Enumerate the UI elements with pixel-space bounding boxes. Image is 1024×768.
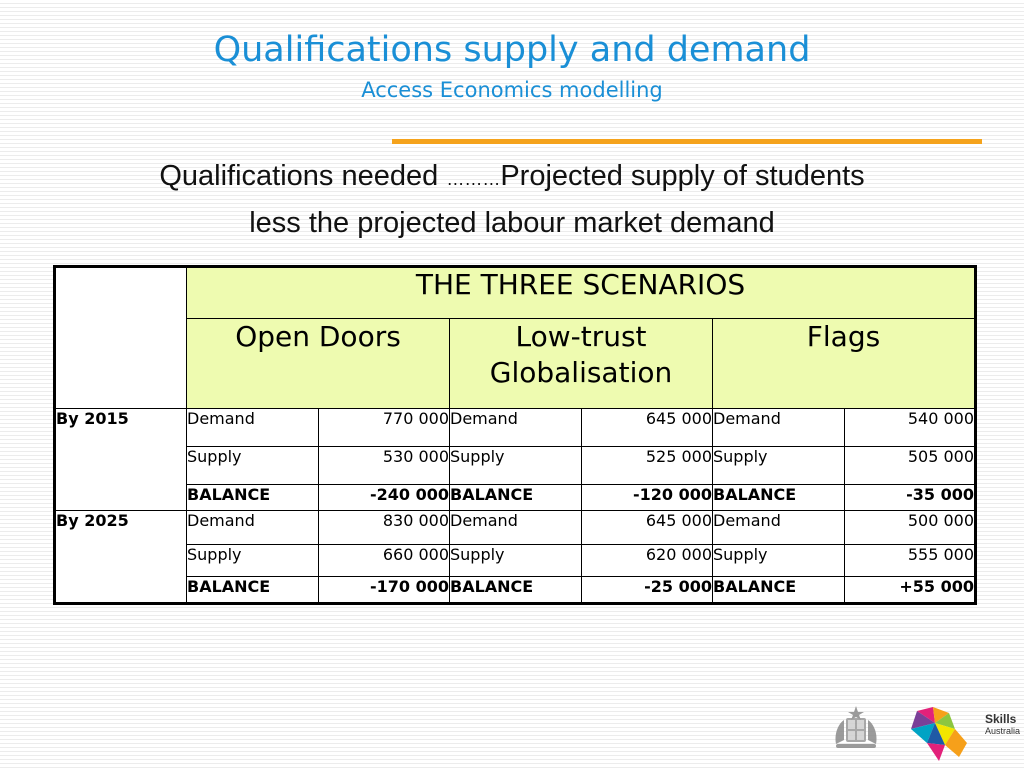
value-cell: 830 000 (319, 511, 450, 545)
balance-label: BALANCE (713, 577, 845, 604)
year-2025-label: By 2025 (55, 511, 187, 604)
table-row (55, 577, 976, 604)
value-cell: 540 000 (845, 409, 976, 447)
row-label: Supply (450, 447, 582, 485)
row-label: Demand (450, 511, 582, 545)
balance-value: -120 000 (582, 485, 713, 511)
balance-value: -25 000 (582, 577, 713, 604)
balance-label: BALANCE (713, 485, 845, 511)
value-cell: 555 000 (845, 545, 976, 577)
balance-value: -240 000 (319, 485, 450, 511)
value-cell: 530 000 (319, 447, 450, 485)
scenario-low-trust-globalisation: Low-trust Globalisation (450, 319, 713, 409)
slide-title: Qualifications supply and demand (213, 30, 811, 70)
row-label: Supply (187, 545, 319, 577)
definition-line-1 (0, 158, 1024, 197)
value-cell: 620 000 (582, 545, 713, 577)
scenario-open-doors: Open Doors (187, 319, 450, 409)
value-cell: 645 000 (582, 409, 713, 447)
balance-label: BALANCE (187, 485, 319, 511)
value-cell: 525 000 (582, 447, 713, 485)
value-cell: 770 000 (319, 409, 450, 447)
corner-cell (55, 267, 187, 409)
value-cell: 660 000 (319, 545, 450, 577)
row-label: Supply (450, 545, 582, 577)
value-cell: 505 000 (845, 447, 976, 485)
table-row (55, 447, 976, 485)
table-row (55, 409, 976, 447)
definition-part-1: Qualifications needed (159, 160, 447, 192)
row-label: Supply (187, 447, 319, 485)
scenario-flags: Flags (713, 319, 976, 409)
definition-dots: ……… (446, 169, 501, 189)
scenarios-heading: THE THREE SCENARIOS (187, 267, 976, 319)
balance-value: -170 000 (319, 577, 450, 604)
row-label: Demand (450, 409, 582, 447)
balance-value: -35 000 (845, 485, 976, 511)
orange-divider (392, 139, 982, 144)
definition-part-2: Projected supply of students (500, 160, 865, 192)
row-label: Supply (713, 545, 845, 577)
row-label: Demand (713, 511, 845, 545)
definition-line-2: less the projected labour market demand (249, 207, 775, 239)
table-row (55, 485, 976, 511)
slide-subtitle: Access Economics modelling (361, 78, 663, 102)
table-row (55, 545, 976, 577)
row-label: Demand (187, 409, 319, 447)
value-cell: 500 000 (845, 511, 976, 545)
row-label: Demand (713, 409, 845, 447)
scenarios-table (53, 265, 977, 605)
value-cell: 645 000 (582, 511, 713, 545)
year-2015-label: By 2015 (55, 409, 187, 511)
balance-value: +55 000 (845, 577, 976, 604)
balance-label: BALANCE (450, 485, 582, 511)
balance-label: BALANCE (187, 577, 319, 604)
row-label: Demand (187, 511, 319, 545)
balance-label: BALANCE (450, 577, 582, 604)
row-label: Supply (713, 447, 845, 485)
skills-australia-logo-icon (905, 703, 1020, 765)
brand-name: Skills (985, 712, 1017, 726)
brand-subname: Australia (985, 726, 1020, 736)
table-row (55, 511, 976, 545)
